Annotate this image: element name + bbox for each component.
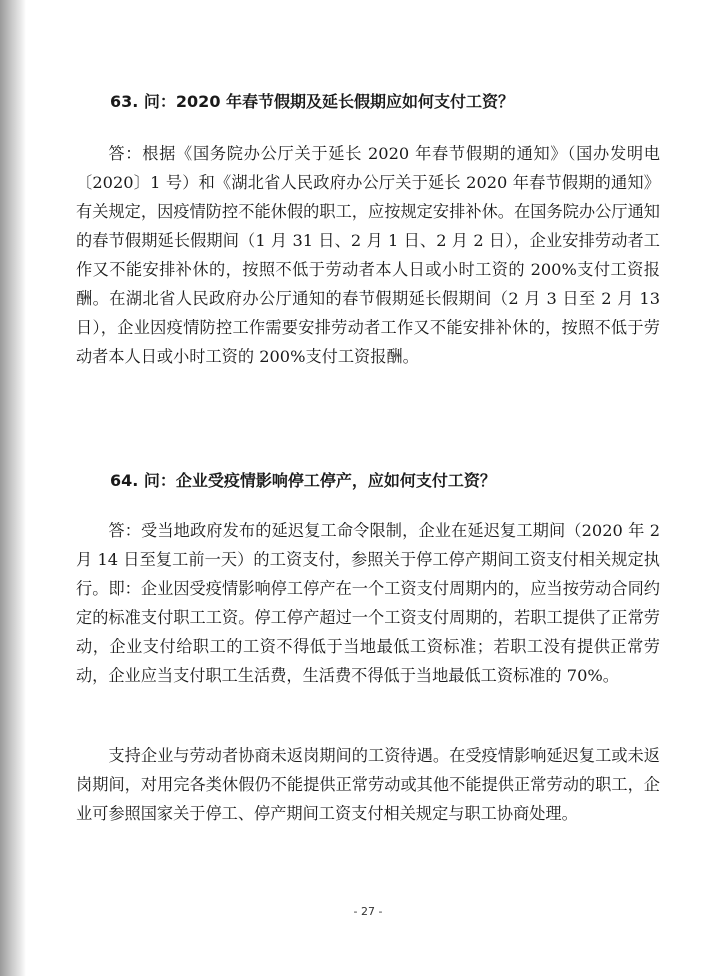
question-63-title: 63. 问：2020 年春节假期及延长假期应如何支付工资？	[110, 92, 515, 111]
page-number: - 27 -	[353, 905, 383, 918]
scan-edge-shadow	[0, 0, 26, 976]
answer-64-paragraph-1: 答：受当地政府发布的延迟复工命令限制，企业在延迟复工期间（2020 年 2 月 14 日至复工前一天）的工资支付，参照关于停工停产期间工资支付相关规定执行。即：企业因受疫情影响停工停产在一个工资支付周期内的，应当按劳动合同约定的标准支付职工工资。停工停产超过一个工资支付周期的，若职工提供了正常劳动，企业支付给职工的工资不得低于当地最低工资标准；若职工没有提供正常劳动，企业应当支付职工生活费，生活费不得低于当地最低工资标准的 70%。	[76, 521, 660, 685]
document-page	[76, 0, 660, 976]
answer-64-paragraph-2: 支持企业与劳动者协商未返岗期间的工资待遇。在受疫情影响延迟复工或未返岗期间，对用完各类休假仍不能提供正常劳动或其他不能提供正常劳动的职工，企业可参照国家关于停工、停产期间工资支付相关规定与职工协商处理。	[76, 746, 660, 823]
question-64-title: 64. 问：企业受疫情影响停工停产，应如何支付工资？	[110, 471, 496, 490]
answer-63-paragraph: 答：根据《国务院办公厅关于延长 2020 年春节假期的通知》（国办发明电〔2020〕1 号）和《湖北省人民政府办公厅关于延长 2020 年春节假期的通知》有关规定，因疫情防控不能休假的职工，应按规定安排补休。在国务院办公厅通知的春节假期延长假期间（1 月 31 日、2 月 1 日、2 月 2 日），企业安排劳动者工作又不能安排补休的，按照不低于劳动者本人日或小时工资的 200%支付工资报酬。在湖北省人民政府办公厅通知的春节假期延长假期间（2 月 3 日至 2 月 13 日），企业因疫情防控工作需要安排劳动者工作又不能安排补休的，按照不低于劳动者本人日或小时工资的 200%支付工资报酬。	[76, 144, 660, 366]
